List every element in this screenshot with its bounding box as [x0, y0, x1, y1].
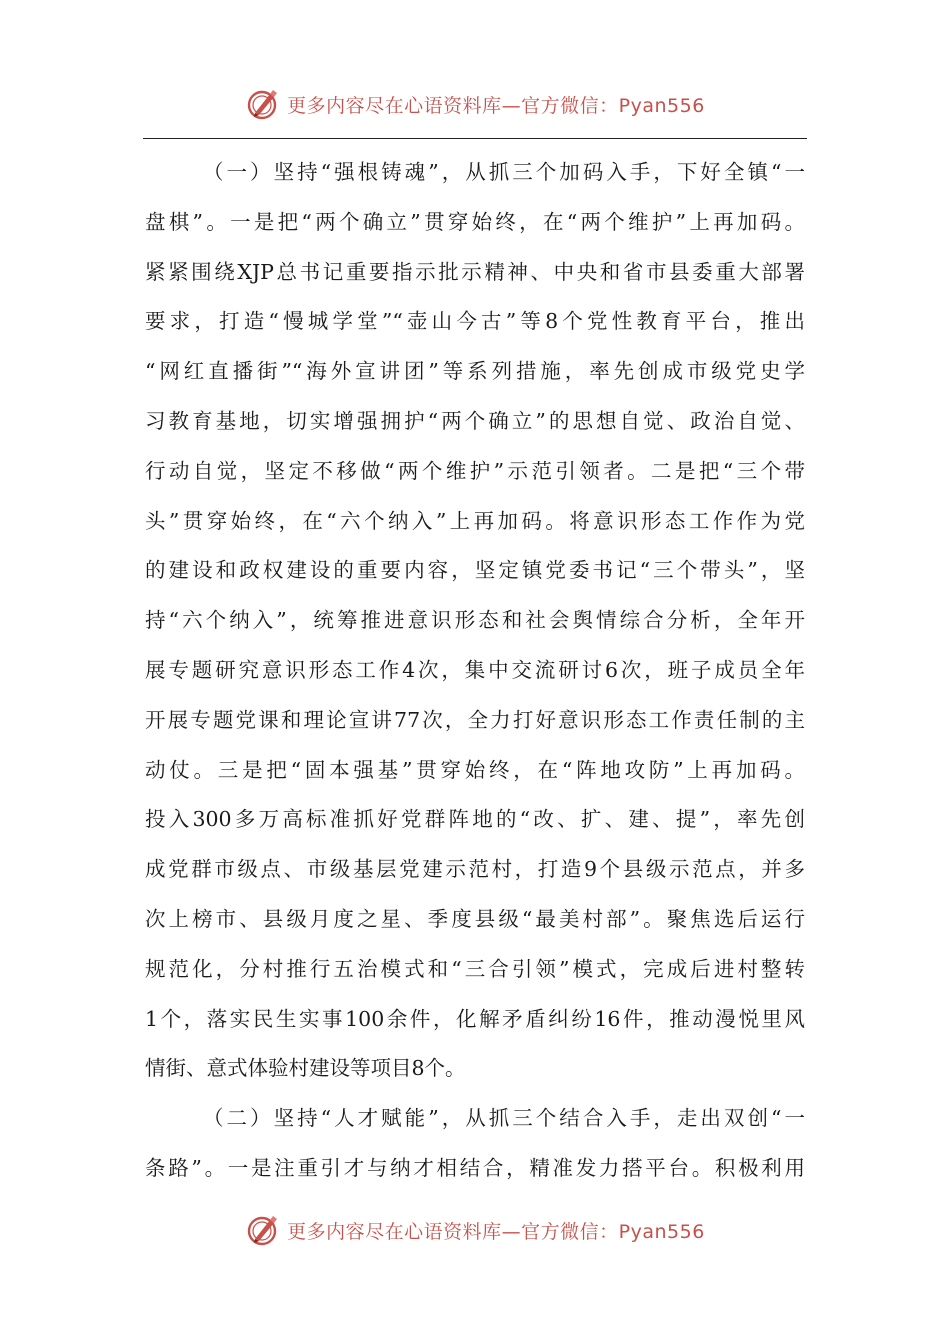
paragraph-line: 规范化，分村推行五治模式和“三合引领”模式，完成后进村整转: [145, 956, 805, 981]
paragraph-line: 情街、意式体验村建设等项目8个。: [145, 1056, 466, 1081]
paragraph-line: （一）坚持“强根铸魂”，从抓三个加码入手，下好全镇“一: [203, 160, 805, 184]
pen-logo-icon: [245, 1212, 281, 1248]
paragraph-line: 头”贯穿始终，在“六个纳入”上再加码。将意识形态工作作为党: [145, 508, 805, 533]
footer-banner: [0, 1206, 950, 1254]
paragraph-line: 要求，打造“慢城学堂”“壶山今古”等8个党性教育平台，推出: [145, 309, 805, 334]
paragraph-line: 习教育基地，切实增强拥护“两个确立”的思想自觉、政治自觉、: [145, 408, 805, 433]
paragraph-line: 投入300多万高标准抓好党群阵地的“改、扩、建、提”，率先创: [145, 807, 805, 832]
paragraph-line: 动仗。三是把“固本强基”贯穿始终，在“阵地攻防”上再加码。: [145, 757, 805, 782]
paragraph-line: 条路”。一是注重引才与纳才相结合，精准发力搭平台。积极利用: [145, 1155, 805, 1180]
paragraph-line: 开展专题党课和理论宣讲77次，全力打好意识形态工作责任制的主: [145, 707, 805, 732]
paragraph-line: “网红直播街”“海外宣讲团”等系列措施，率先创成市级党史学: [145, 359, 805, 384]
paragraph-line: 紧紧围绕XJP总书记重要指示批示精神、中央和省市县委重大部署: [145, 259, 805, 284]
paragraph-line: 1个，落实民生实事100余件，化解矛盾纠纷16件，推动漫悦里风: [145, 1006, 805, 1031]
paragraph-line: 的建设和政权建设的重要内容，坚定镇党委书记“三个带头”，坚: [145, 558, 805, 583]
paragraph-line: 成党群市级点、市级基层党建示范村，打造9个县级示范点，并多: [145, 857, 805, 882]
paragraph-line: 持“六个纳入”，统筹推进意识形态和社会舆情综合分析，全年开: [145, 608, 805, 633]
footer-banner-text: 更多内容尽在心语资料库—官方微信：Pyan556: [287, 1220, 705, 1243]
paragraph-line: 次上榜市、县级月度之星、季度县级“最美村部”。聚焦选后运行: [145, 906, 805, 931]
paragraph-line: 展专题研究意识形态工作4次，集中交流研讨6次，班子成员全年: [145, 657, 805, 682]
paragraph-line: 盘棋”。一是把“两个确立”贯穿始终，在“两个维护”上再加码。: [145, 209, 805, 234]
paragraph-line: （二）坚持“人才赋能”，从抓三个结合入手，走出双创“一: [203, 1106, 805, 1131]
document-body: [145, 148, 805, 1194]
pen-logo-icon: [245, 86, 281, 122]
header-divider: [143, 138, 807, 139]
paragraph-line: 行动自觉，坚定不移做“两个维护”示范引领者。二是把“三个带: [145, 458, 805, 483]
header-banner: [0, 80, 950, 128]
header-banner-text: 更多内容尽在心语资料库—官方微信：Pyan556: [287, 94, 705, 117]
